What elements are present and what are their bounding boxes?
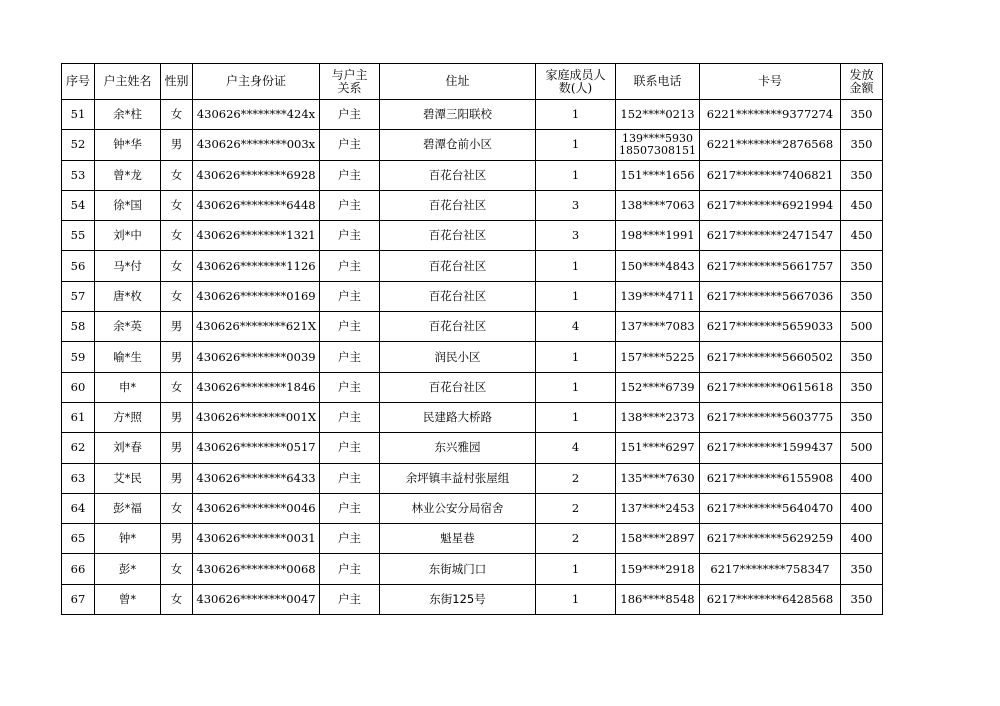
table-row [62, 100, 883, 130]
relation-cell: 户主 [320, 342, 380, 372]
card-number-cell: 6217********5603775 [700, 402, 841, 432]
phone-cell: 150****4843 [616, 251, 700, 281]
id-card-cell: 430626********1846 [193, 372, 320, 402]
card-number-cell: 6217********7406821 [700, 160, 841, 190]
phone-secondary: 18507308151 [619, 143, 696, 157]
relation-cell: 户主 [320, 100, 380, 130]
name-cell: 申* [95, 372, 161, 402]
phone-cell [616, 130, 700, 160]
card-number-cell: 6217********5659033 [700, 312, 841, 342]
header-cell: 住址 [380, 64, 536, 100]
members-cell: 2 [536, 524, 616, 554]
id-card-cell: 430626********6433 [193, 463, 320, 493]
address-cell: 百花台社区 [380, 251, 536, 281]
relation-cell: 户主 [320, 281, 380, 311]
id-card-cell: 430626********621X [193, 312, 320, 342]
card-number-cell: 6217********6155908 [700, 463, 841, 493]
seq-cell: 63 [62, 463, 95, 493]
relation-cell: 户主 [320, 190, 380, 220]
table-row [62, 493, 883, 523]
address-cell: 百花台社区 [380, 190, 536, 220]
sex-cell: 女 [161, 190, 193, 220]
id-card-cell: 430626********003x [193, 130, 320, 160]
members-cell: 2 [536, 493, 616, 523]
sex-cell: 女 [161, 493, 193, 523]
phone-cell: 139****4711 [616, 281, 700, 311]
members-cell: 1 [536, 554, 616, 584]
address-cell: 百花台社区 [380, 221, 536, 251]
relation-cell: 户主 [320, 493, 380, 523]
amount-cell: 400 [841, 493, 883, 523]
seq-cell: 52 [62, 130, 95, 160]
amount-cell: 350 [841, 342, 883, 372]
card-number-cell: 6217********2471547 [700, 221, 841, 251]
name-cell: 余*英 [95, 312, 161, 342]
header-cell: 户主身份证 [193, 64, 320, 100]
seq-cell: 54 [62, 190, 95, 220]
members-cell: 4 [536, 312, 616, 342]
amount-cell: 500 [841, 433, 883, 463]
address-cell: 东街125号 [380, 584, 536, 614]
sex-cell: 女 [161, 281, 193, 311]
sex-cell: 男 [161, 130, 193, 160]
name-cell: 方*照 [95, 402, 161, 432]
sex-cell: 女 [161, 372, 193, 402]
sex-cell: 女 [161, 584, 193, 614]
seq-cell: 56 [62, 251, 95, 281]
seq-cell: 51 [62, 100, 95, 130]
name-cell: 唐*枚 [95, 281, 161, 311]
relation-cell: 户主 [320, 463, 380, 493]
address-cell: 百花台社区 [380, 160, 536, 190]
header-cell: 联系电话 [616, 64, 700, 100]
amount-cell: 400 [841, 463, 883, 493]
sex-cell: 女 [161, 221, 193, 251]
members-cell: 1 [536, 281, 616, 311]
address-cell: 余坪镇丰益村张屋组 [380, 463, 536, 493]
relation-cell: 户主 [320, 130, 380, 160]
table-row [62, 584, 883, 614]
name-cell: 钟*华 [95, 130, 161, 160]
name-cell: 艾*民 [95, 463, 161, 493]
relation-cell: 户主 [320, 402, 380, 432]
table-row [62, 251, 883, 281]
id-card-cell: 430626********6448 [193, 190, 320, 220]
relation-cell: 户主 [320, 251, 380, 281]
members-cell: 1 [536, 251, 616, 281]
address-cell: 碧潭三阳联校 [380, 100, 536, 130]
header-cell: 卡号 [700, 64, 841, 100]
amount-cell: 400 [841, 524, 883, 554]
amount-cell: 350 [841, 100, 883, 130]
name-cell: 彭*福 [95, 493, 161, 523]
phone-cell: 151****6297 [616, 433, 700, 463]
amount-cell: 500 [841, 312, 883, 342]
seq-cell: 53 [62, 160, 95, 190]
phone-cell: 152****6739 [616, 372, 700, 402]
members-cell: 1 [536, 342, 616, 372]
table-row [62, 372, 883, 402]
address-cell: 魁星巷 [380, 524, 536, 554]
address-cell: 东街城门口 [380, 554, 536, 584]
members-cell: 3 [536, 221, 616, 251]
header-cell: 户主姓名 [95, 64, 161, 100]
seq-cell: 61 [62, 402, 95, 432]
sex-cell: 女 [161, 100, 193, 130]
relation-cell: 户主 [320, 584, 380, 614]
card-number-cell: 6221********9377274 [700, 100, 841, 130]
phone-cell: 157****5225 [616, 342, 700, 372]
relation-cell: 户主 [320, 160, 380, 190]
sex-cell: 女 [161, 160, 193, 190]
card-number-cell: 6221********2876568 [700, 130, 841, 160]
seq-cell: 55 [62, 221, 95, 251]
name-cell: 钟* [95, 524, 161, 554]
id-card-cell: 430626********6928 [193, 160, 320, 190]
card-number-cell: 6217********5629259 [700, 524, 841, 554]
phone-cell: 135****7630 [616, 463, 700, 493]
id-card-cell: 430626********424x [193, 100, 320, 130]
amount-cell: 350 [841, 402, 883, 432]
phone-cell: 152****0213 [616, 100, 700, 130]
amount-cell: 350 [841, 584, 883, 614]
table-row [62, 463, 883, 493]
seq-cell: 67 [62, 584, 95, 614]
members-cell: 2 [536, 463, 616, 493]
header-cell: 家庭成员人数(人) [536, 64, 616, 100]
table-row [62, 130, 883, 160]
phone-cell: 198****1991 [616, 221, 700, 251]
amount-cell: 350 [841, 160, 883, 190]
address-cell: 碧潭仓前小区 [380, 130, 536, 160]
table-row [62, 221, 883, 251]
relation-cell: 户主 [320, 221, 380, 251]
members-cell: 1 [536, 100, 616, 130]
address-cell: 东兴雅园 [380, 433, 536, 463]
sex-cell: 女 [161, 554, 193, 584]
id-card-cell: 430626********0068 [193, 554, 320, 584]
amount-cell: 350 [841, 372, 883, 402]
phone-cell: 137****7083 [616, 312, 700, 342]
seq-cell: 58 [62, 312, 95, 342]
table-row [62, 160, 883, 190]
phone-cell: 186****8548 [616, 584, 700, 614]
table-row [62, 554, 883, 584]
address-cell: 民建路大桥路 [380, 402, 536, 432]
name-cell: 徐*国 [95, 190, 161, 220]
name-cell: 彭* [95, 554, 161, 584]
address-cell: 百花台社区 [380, 312, 536, 342]
name-cell: 刘*中 [95, 221, 161, 251]
table-row [62, 281, 883, 311]
phone-cell: 158****2897 [616, 524, 700, 554]
phone-cell: 137****2453 [616, 493, 700, 523]
members-cell: 1 [536, 402, 616, 432]
name-cell: 余*柱 [95, 100, 161, 130]
members-cell: 4 [536, 433, 616, 463]
members-cell: 1 [536, 584, 616, 614]
members-cell: 1 [536, 372, 616, 402]
card-number-cell: 6217********5667036 [700, 281, 841, 311]
card-number-cell: 6217********6428568 [700, 584, 841, 614]
seq-cell: 66 [62, 554, 95, 584]
name-cell: 曾* [95, 584, 161, 614]
amount-cell: 350 [841, 130, 883, 160]
header-cell: 序号 [62, 64, 95, 100]
card-number-cell: 6217********6921994 [700, 190, 841, 220]
id-card-cell: 430626********0039 [193, 342, 320, 372]
relation-cell: 户主 [320, 524, 380, 554]
sex-cell: 男 [161, 524, 193, 554]
table-row [62, 312, 883, 342]
household-table [61, 63, 883, 615]
sex-cell: 男 [161, 463, 193, 493]
seq-cell: 65 [62, 524, 95, 554]
sex-cell: 男 [161, 402, 193, 432]
phone-cell: 138****2373 [616, 402, 700, 432]
id-card-cell: 430626********1321 [193, 221, 320, 251]
phone-cell: 138****7063 [616, 190, 700, 220]
id-card-cell: 430626********0046 [193, 493, 320, 523]
sex-cell: 男 [161, 312, 193, 342]
card-number-cell: 6217********5661757 [700, 251, 841, 281]
relation-cell: 户主 [320, 372, 380, 402]
id-card-cell: 430626********0031 [193, 524, 320, 554]
address-cell: 百花台社区 [380, 281, 536, 311]
relation-cell: 户主 [320, 433, 380, 463]
seq-cell: 59 [62, 342, 95, 372]
amount-cell: 450 [841, 221, 883, 251]
header-row [62, 64, 883, 100]
id-card-cell: 430626********001X [193, 402, 320, 432]
sex-cell: 男 [161, 433, 193, 463]
card-number-cell: 6217********1599437 [700, 433, 841, 463]
table-row [62, 433, 883, 463]
amount-cell: 350 [841, 281, 883, 311]
table-row [62, 402, 883, 432]
members-cell: 1 [536, 160, 616, 190]
header-cell: 发放金额 [841, 64, 883, 100]
table-row [62, 190, 883, 220]
id-card-cell: 430626********0169 [193, 281, 320, 311]
header-cell: 与户主关系 [320, 64, 380, 100]
phone-cell: 151****1656 [616, 160, 700, 190]
card-number-cell: 6217********5660502 [700, 342, 841, 372]
amount-cell: 350 [841, 554, 883, 584]
address-cell: 百花台社区 [380, 372, 536, 402]
seq-cell: 57 [62, 281, 95, 311]
table-row [62, 342, 883, 372]
card-number-cell: 6217********5640470 [700, 493, 841, 523]
seq-cell: 62 [62, 433, 95, 463]
header-cell: 性别 [161, 64, 193, 100]
relation-cell: 户主 [320, 312, 380, 342]
table-row [62, 524, 883, 554]
id-card-cell: 430626********1126 [193, 251, 320, 281]
seq-cell: 64 [62, 493, 95, 523]
card-number-cell: 6217********0615618 [700, 372, 841, 402]
name-cell: 曾*龙 [95, 160, 161, 190]
id-card-cell: 430626********0047 [193, 584, 320, 614]
id-card-cell: 430626********0517 [193, 433, 320, 463]
name-cell: 刘*春 [95, 433, 161, 463]
name-cell: 喻*生 [95, 342, 161, 372]
sex-cell: 女 [161, 251, 193, 281]
seq-cell: 60 [62, 372, 95, 402]
relation-cell: 户主 [320, 554, 380, 584]
name-cell: 马*付 [95, 251, 161, 281]
card-number-cell: 6217********758347 [700, 554, 841, 584]
amount-cell: 450 [841, 190, 883, 220]
members-cell: 1 [536, 130, 616, 160]
address-cell: 林业公安分局宿舍 [380, 493, 536, 523]
phone-cell: 159****2918 [616, 554, 700, 584]
address-cell: 润民小区 [380, 342, 536, 372]
phone-primary: 139****5930 [622, 131, 693, 145]
members-cell: 3 [536, 190, 616, 220]
sex-cell: 男 [161, 342, 193, 372]
amount-cell: 350 [841, 251, 883, 281]
